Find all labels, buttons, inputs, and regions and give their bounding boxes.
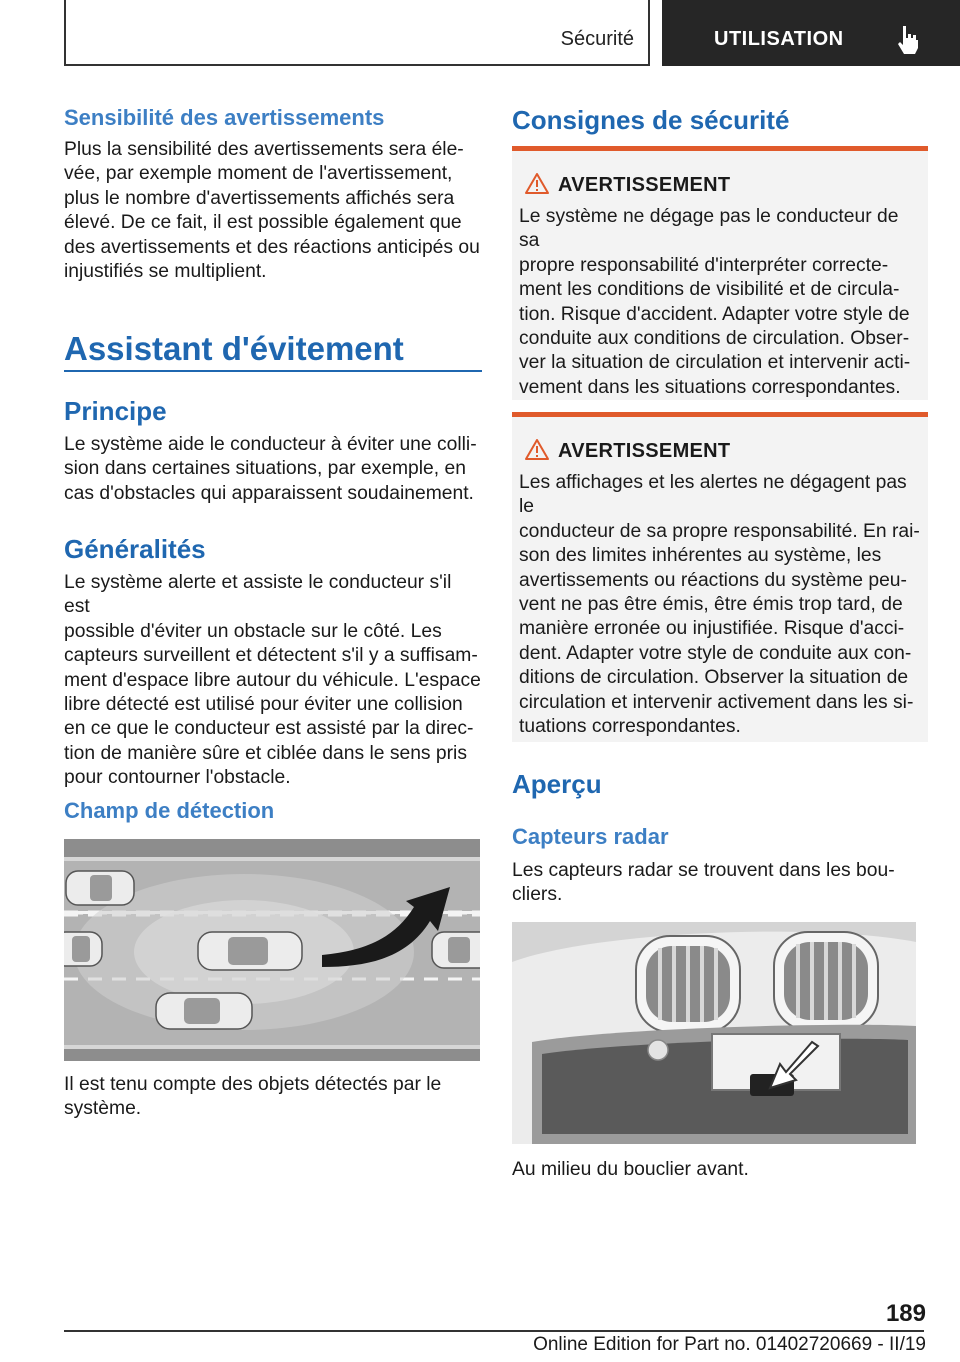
- generalites-heading: Généralités: [64, 534, 206, 564]
- front-bumper-illustration: [512, 922, 916, 1144]
- consignes-heading: Consignes de sécurité: [512, 105, 790, 135]
- principe-text: Le système aide le conducteur à éviter une colli- sion dans certaines situations, par exemple, en cas d'obstacles qui apparaissent soudainement.: [64, 434, 477, 504]
- header-chapter-label: UTILISATION: [714, 28, 844, 50]
- header-chapter-tab: [662, 0, 960, 66]
- capteurs-radar-heading: Capteurs radar: [512, 824, 669, 849]
- car-mid-left: [64, 932, 102, 966]
- car-ego: [198, 932, 302, 970]
- principe-heading: Principe: [64, 396, 167, 426]
- champ-detection-heading: Champ de détection: [64, 798, 275, 823]
- pointing-hand-icon: [894, 24, 920, 54]
- car-obstacle-right: [432, 932, 480, 968]
- warning-title-2: AVERTISSEMENT: [558, 440, 731, 462]
- page-header: [64, 0, 960, 66]
- warning-triangle-icon: [524, 172, 550, 195]
- footer-rule: [64, 1330, 924, 1332]
- warning-triangle-icon: [524, 438, 550, 461]
- kidney-grille-right: [774, 932, 878, 1030]
- champ-detection-caption: Il est tenu compte des objets détectés par le système.: [64, 1074, 442, 1120]
- header-section-box: [64, 0, 650, 66]
- warning-box-1: [512, 146, 928, 400]
- capteurs-radar-text: Les capteurs radar se trouvent dans les bou- cliers.: [512, 860, 895, 906]
- warning-box-2: [512, 412, 928, 742]
- sensibilite-heading: Sensibilité des avertissements: [64, 105, 385, 130]
- warning-title-1: AVERTISSEMENT: [558, 174, 731, 196]
- kidney-grille-left: [636, 936, 740, 1032]
- generalites-text: Le système alerte et assiste le conducteur s'il est possible d'éviter un obstacle sur le côté. Les capteurs surveillent et détectent s'il y a suffisam- ment d'espace libre autour du véhicule. L'espace libre détecté est utilisé pour éviter une collision en ce que le conducteur est assisté par la direc- tion de manière sûre et ciblée dans le sens pris pour contourner l'obstacle.: [64, 572, 481, 789]
- edition-footer: Online Edition for Part no. 01402720669 - II/19: [533, 1334, 926, 1355]
- assistant-heading: Assistant d'évitement: [64, 330, 404, 367]
- warning-text-2: Les affichages et les alertes ne dégagent pas le conducteur de sa propre responsabilité. En rai- son des limites inhérentes au système, les avertissements ou réactions du système peu- vent ne pas être émis, être émis trop tard, de manière erronée ou injustifiée. Risque d'acci- dent. Adapter votre style de conduite aux con- ditions de circulation. Observer la situation de circulation et intervenir activement dans les si- tuations correspondantes.: [519, 472, 920, 738]
- detection-field-illustration: [64, 839, 480, 1061]
- car-bottom: [156, 993, 252, 1029]
- warning-text-1: Le système ne dégage pas le conducteur de sa propre responsabilité d'interpréter correcte- ment les conditions de visibilité et de circula- tion. Risque d'accident. Adapter votre style de conduite aux conditions de circulation. Obser- ver la situation de circulation et intervenir acti- vement dans les situations correspondantes.: [519, 206, 911, 398]
- page-number: 189: [885, 1300, 926, 1327]
- capteurs-radar-caption: Au milieu du bouclier avant.: [512, 1159, 749, 1180]
- assistant-heading-rule: [64, 370, 482, 372]
- apercu-heading: Aperçu: [512, 769, 602, 799]
- header-section-label: Sécurité: [560, 28, 634, 50]
- sensibilite-text: Plus la sensibilité des avertissements sera éle- vée, par exemple moment de l'avertissement, plus le nombre d'avertissements affichés sera élevé. De ce fait, il est possible également que des avertissements et des réactions anticipés ou injustifiés se multiplient.: [64, 139, 480, 283]
- car-top-left: [66, 871, 134, 905]
